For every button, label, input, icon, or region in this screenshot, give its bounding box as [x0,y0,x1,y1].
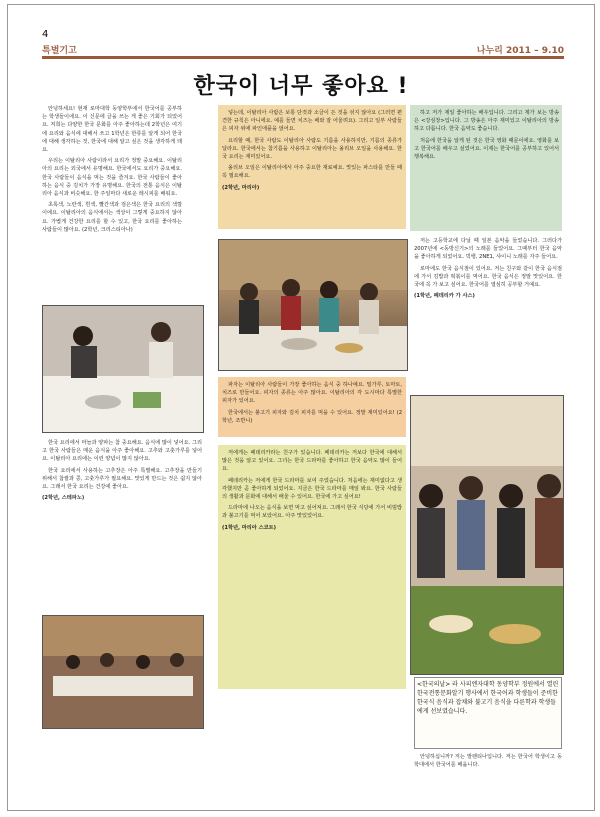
paragraph: 한국 요리에서 사용하는 고추장은 아주 특별해요. 고추장을 만들기 위해서 찹쌀과 콩, 고춧가루가 필요해요. 맛있게 만드는 것은 쉽지 않아요. 그래서 한국 요리는 건강에 좋아요. [42,467,202,491]
caption-text: <한국의날> 라 사피엔자대학 동양학부 정원에서 열린 한국전통문화알기 행사에서 한국어과 학생들이 준비한 한국식 음식과 잡채와 불고기 음식을 다른학과 학생들에게 선보였습니다. [417,681,559,715]
paragraph: 드라마에 나오는 음식을 보면 먹고 싶어져요. 그래서 한국 식당에 가서 비빔밥과 불고기를 먹어 보았어요. 아주 맛있었어요. [222,505,402,520]
paragraph: 하고 저가 제일 좋아하는 배우입니다. 그리고 제가 보는 방송은 <강심장>입니다. 그 방송은 아주 재미있고 이탈리아의 방송하고 다릅니다. 한국 음악도 좋습니다. [414,110,559,133]
paragraph: 한국에서는 불고기 피자와 김치 피자를 먹을 수 있어요. 정말 재미있어요! (2학년, 조반니) [222,409,402,424]
paragraph: 로마에도 한국 음식점이 있어요. 저는 친구와 같이 한국 음식점에 가서 김밥과 떡볶이를 먹어요. 한국 음식은 정말 맛있어요. 한국에 꼭 가 보고 싶어요. 한국어를 열심히 공부할 거예요. [414,265,562,289]
cooking-class-illustration [219,240,407,370]
publication-header: 나누리 2011 – 9.10 [476,46,564,56]
paragraph: 넣는데, 이탈리아 사람은 보통 단것과 소금이 든 것을 섞지 않아요 (그러면 편견한 규칙은 아니에요. 예를 들면 치즈는 배와 잘 어울려요). 그리고 일부 사람들은 피자 위에 파인애플을 얹어요. [222,110,402,133]
page-number: 4 [42,29,49,40]
paragraph: 우리는 이탈리아 사람이라서 요리가 정말 중요해요. 이탈리아의 요리는 외국에서 유명해요. 한국에서도 요리가 중요해요. 한국 사람들이 음식을 먹는 것을 즐겨요. 한국 사람들이 좋아하는 음식 중 김치가 가장 유명해요. 한국의 전통 음식은 이탈리아 음식과 비슷해요. 한 주일마다 새로운 레시피를 배워요. [42,158,182,198]
paragraph: 처음에 한국을 알게 된 것은 한국 영화 때문이에요. 영화를 보고 한국어를 배우고 싶었어요. 이제는 한국어를 공부하고 있어서 행복해요. [414,137,559,161]
column-lower-mid [222,449,402,687]
column-4-mid [414,237,562,387]
newsletter-page [7,4,595,811]
dining-room-illustration [43,616,203,728]
column-lower-left [42,439,202,609]
author-credit: (1학년, 페데리카 가 사스) [414,293,475,300]
author-credit: (2학년, 마리아) [222,184,260,191]
photo-dining-room [42,615,204,729]
paragraph: 한국 요리에서 마늘과 양파는 참 중요해요. 음식에 많이 넣어요. 그리고 한국 사람들은 매운 음식을 아주 좋아해요. 고추와 고춧가루를 넣어요. 이탈리아 요리에는 이런 양념이 많지 않아요. [42,440,202,463]
paragraph: 안녕하세요! 현재 로마대학 동양학부에서 한국어를 공부하는 학생들이에요. 이 신문에 글을 쓰는 게 좋은 기회가 되었어요. 저희는 다양한 한국 문화를 아주 좋아하는데 2학년은 여기에 요리와 음식에 대해서 쓰고 1학년은 한류를 알게 되어 한국에 대해 생각하는 것, 한국에 대해 알고 싶은 것을 생각하게 돼요. [42,106,182,154]
paragraph: 페데리카는 저에게 한국 드라마를 보여 주었습니다. 처음에는 재미없다고 생각했지만 곧 좋아하게 되었어요. 지금은 한국 드라마를 매일 봐요. 한국 사람들의 생활과 문화에 대해서 배울 수 있어요. 한국에 가고 싶어요! [222,477,402,501]
paragraph: 파자는 이탈리아 사람들이 가장 좋아하는 음식 중 하나예요. 밀가루, 토마토, 치즈로 만들어요. 피자의 종류는 아주 많아요. 이탈리아의 각 도시마다 특별한 피자가 있어요. [222,382,402,405]
paragraph: 올리브 오일은 이탈리아에서 아주 중요한 재료예요. 맛있는 파스타를 만들 때 꼭 필요해요. [222,165,402,180]
photo-outdoor-event [410,395,564,675]
column-1 [42,105,182,301]
photo-caption [414,677,562,749]
section-label: 특별기고 [42,46,77,56]
column-2 [222,109,402,227]
article-title: 한국이 너무 좋아요 ! [193,74,409,99]
paragraph: 초록색, 노란색, 흰색, 빨간색과 검은색은 한국 요리의 색깔이에요. 이탈리아의 음식에서는 색상이 그렇게 중요하지 않아요. 가볍게 건강한 요리를 할 수 있고, 한국 요리를 좋아하는 사람들이 많아요. (2학년, 크리스티아나) [42,202,182,233]
cooking-lesson-illustration [43,306,203,432]
paragraph: 저는 고등학교에 다닐 때 일본 음악을 들었습니다. 그러다가 2007년에 <동방신기>의 노래를 들었어요. 그때부터 한국 음악을 좋아하게 되었어요. 빅뱅, 2NE1, 샤이니 노래를 자주 들어요. [414,238,562,261]
author-credit: (2학년, 스테파노) [42,495,85,502]
paragraph: 요리할 때, 한국 사람도 이탈리아 사람도 기름을 사용하지만, 기름의 종류가 달라요. 한국에서는 참기름을 사용하고 이탈리아는 올리브 오일을 사용해요. 한국 요리는 재미있어요. [222,137,402,161]
column-bottom-right [414,753,562,793]
column-3 [222,381,402,437]
paragraph: 저에게는 페데리카라는 친구가 있습니다. 페데리카는 저보다 한국에 대해서 많은 것을 알고 있어요. 그녀는 한국 드라마를 좋아하고 한국 음악도 많이 들어요. [222,450,402,473]
paragraph: 안녕하십니까? 저는 발렌티나입니다. 저는 한국어 학생이고 동학대에서 한국어를 배웁니다. [414,754,562,769]
photo-cooking-class-2 [42,305,204,433]
column-4 [414,109,559,229]
header-rule [42,56,564,59]
author-credit: (1학년, 마리아 스코트) [222,524,277,531]
photo-cooking-class-1 [218,239,408,371]
outdoor-event-illustration [411,396,563,674]
